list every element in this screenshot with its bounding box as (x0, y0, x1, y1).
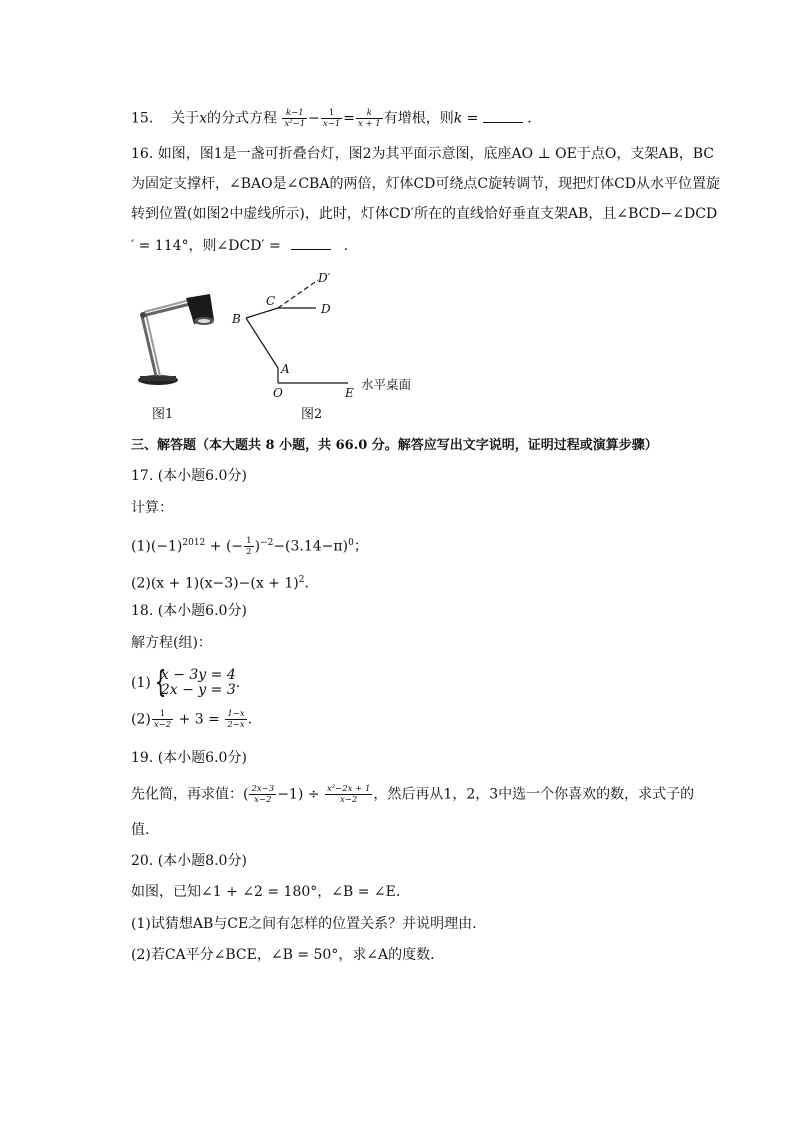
q15-text-3: 有增根，则 (383, 110, 454, 127)
q16-answer-blank[interactable] (291, 237, 331, 250)
figure-2-caption: 图2 (301, 407, 323, 422)
q17-p2-exp: 2 (298, 575, 305, 585)
q19-line-1 (131, 784, 694, 805)
q16-line-4-text: ′ = 114°，则∠DCD′ = (131, 238, 281, 254)
q19-text-1: 先化简，再求值：( (131, 786, 249, 803)
label-D: D (321, 302, 331, 316)
q15-text-2: 的分式方程 (206, 110, 277, 127)
q17-p1-b: + (− (205, 538, 244, 555)
q19-heading: 19. (本小题6.0分) (131, 750, 247, 766)
q19-text-2: −1) ÷ (277, 786, 324, 803)
q18-fraction-1: $\frac{1}{x-2}$ (153, 709, 172, 730)
q17-p1-exp2: −2 (260, 538, 274, 548)
q15-k-equals: k = (453, 110, 479, 127)
q18-p2-label: (2) (131, 711, 151, 728)
q17-p1-a: (1)(−1) (131, 538, 183, 555)
q17-p2-b: . (304, 575, 309, 592)
q18-p1-end: . (235, 675, 241, 691)
q17-p1-d: −(3.14−π) (273, 538, 349, 555)
q17-p1-exp3: 0 (348, 538, 354, 548)
q20-line-1: 如图，已知∠1 + ∠2 = 180°，∠B = ∠E. (131, 884, 401, 900)
q18-eq-2: 2x − y = 3 (160, 682, 236, 698)
q16-line-2: 为固定支撑杆，∠BAO是∠CBA的两倍，灯体CD可绕点C旋转调节，现把灯体CD从水平位置旋 (131, 176, 721, 192)
q15-equals: = (343, 110, 355, 127)
q20-line-2: (1)试猜想AB与CE之间有怎样的位置关系？并说明理由. (131, 916, 477, 932)
question-15 (131, 108, 532, 129)
q17-part-2 (131, 570, 309, 594)
label-B: B (232, 312, 241, 326)
q16-line-3: 转到位置(如图2中虚线所示)，此时，灯体CD′所在的直线恰好垂直支架AB，且∠BCD−∠DCD (131, 206, 718, 222)
q18-intro: 解方程(组)： (131, 635, 212, 651)
q16-line-4 (131, 236, 348, 256)
q18-eq-1: x − 3y = 4 (160, 667, 236, 683)
label-O: O (273, 386, 283, 400)
label-C: C (266, 294, 276, 308)
q15-answer-blank[interactable] (483, 110, 523, 123)
q15-fraction-3: $\frac{k}{x + 1}$ (357, 108, 381, 129)
label-E: E (345, 386, 354, 400)
q18-mid: + 3 = (174, 711, 225, 728)
q15-fraction-1: $\frac{k-1}{\text{x²−1}}$ (284, 108, 306, 129)
q18-fraction-2: $\frac{1-x}{2-x}$ (227, 709, 245, 730)
q17-part-1 (131, 533, 368, 557)
section-3-heading: 三、解答题（本大题共 8 小题，共 66.0 分。解答应写出文字说明，证明过程或演算步骤） (131, 438, 658, 453)
q19-fraction-2: $\frac{\text{x²−2x + 1}}{x-2}$ (326, 784, 371, 805)
q15-end: . (527, 110, 532, 127)
q19-text-3: ，然后再从1，2，3中选一个你喜欢的数，求式子的 (373, 786, 695, 803)
q19-fraction-1: $\frac{2x-3}{x-2}$ (251, 784, 275, 805)
label-D-prime: D′ (318, 271, 331, 285)
q18-equation-system: { x − 3y = 4 2x − y = 3 (154, 665, 236, 700)
q17-intro: 计算： (131, 500, 173, 516)
q15-fraction-2: $\frac{1}{x-1}$ (322, 108, 341, 129)
q18-heading: 18. (本小题6.0分) (131, 603, 247, 619)
q17-p1-fraction: $\frac{1}{2}$ (246, 536, 252, 558)
q18-part-2 (131, 709, 252, 730)
figure-1-caption: 图1 (152, 407, 174, 422)
q18-p2-end: . (247, 711, 253, 728)
label-A: A (281, 362, 290, 376)
q16-line-1: 16. 如图，图1是一盏可折叠台灯，图2为其平面示意图，底座AO ⊥ OE于点O，支架AB，BC (131, 146, 715, 162)
label-desk: 水平桌面 (361, 377, 412, 392)
q17-p1-exp: 2012 (182, 538, 206, 548)
q17-p1-e: ； (353, 538, 368, 555)
q20-heading: 20. (本小题8.0分) (131, 853, 247, 869)
q17-heading: 17. (本小题6.0分) (131, 468, 247, 484)
q15-minus: − (308, 110, 320, 127)
figure-1-lamp-image (128, 290, 218, 390)
q15-number: 15. (131, 110, 154, 127)
q19-line-2: 值. (131, 822, 150, 838)
q15-var-x: x (199, 110, 207, 127)
q16-line-4-end: . (343, 238, 349, 254)
q15-text-1: 关于 (171, 110, 200, 127)
q18-p1-label: (1) (131, 675, 151, 691)
q18-part-1 (131, 665, 241, 700)
q17-p1-c: ) (254, 538, 261, 555)
q20-line-3: (2)若CA平分∠BCE，∠B = 50°，求∠A的度数. (131, 947, 435, 963)
q17-p2-a: (2)(x + 1)(x−3)−(x + 1) (131, 575, 299, 592)
